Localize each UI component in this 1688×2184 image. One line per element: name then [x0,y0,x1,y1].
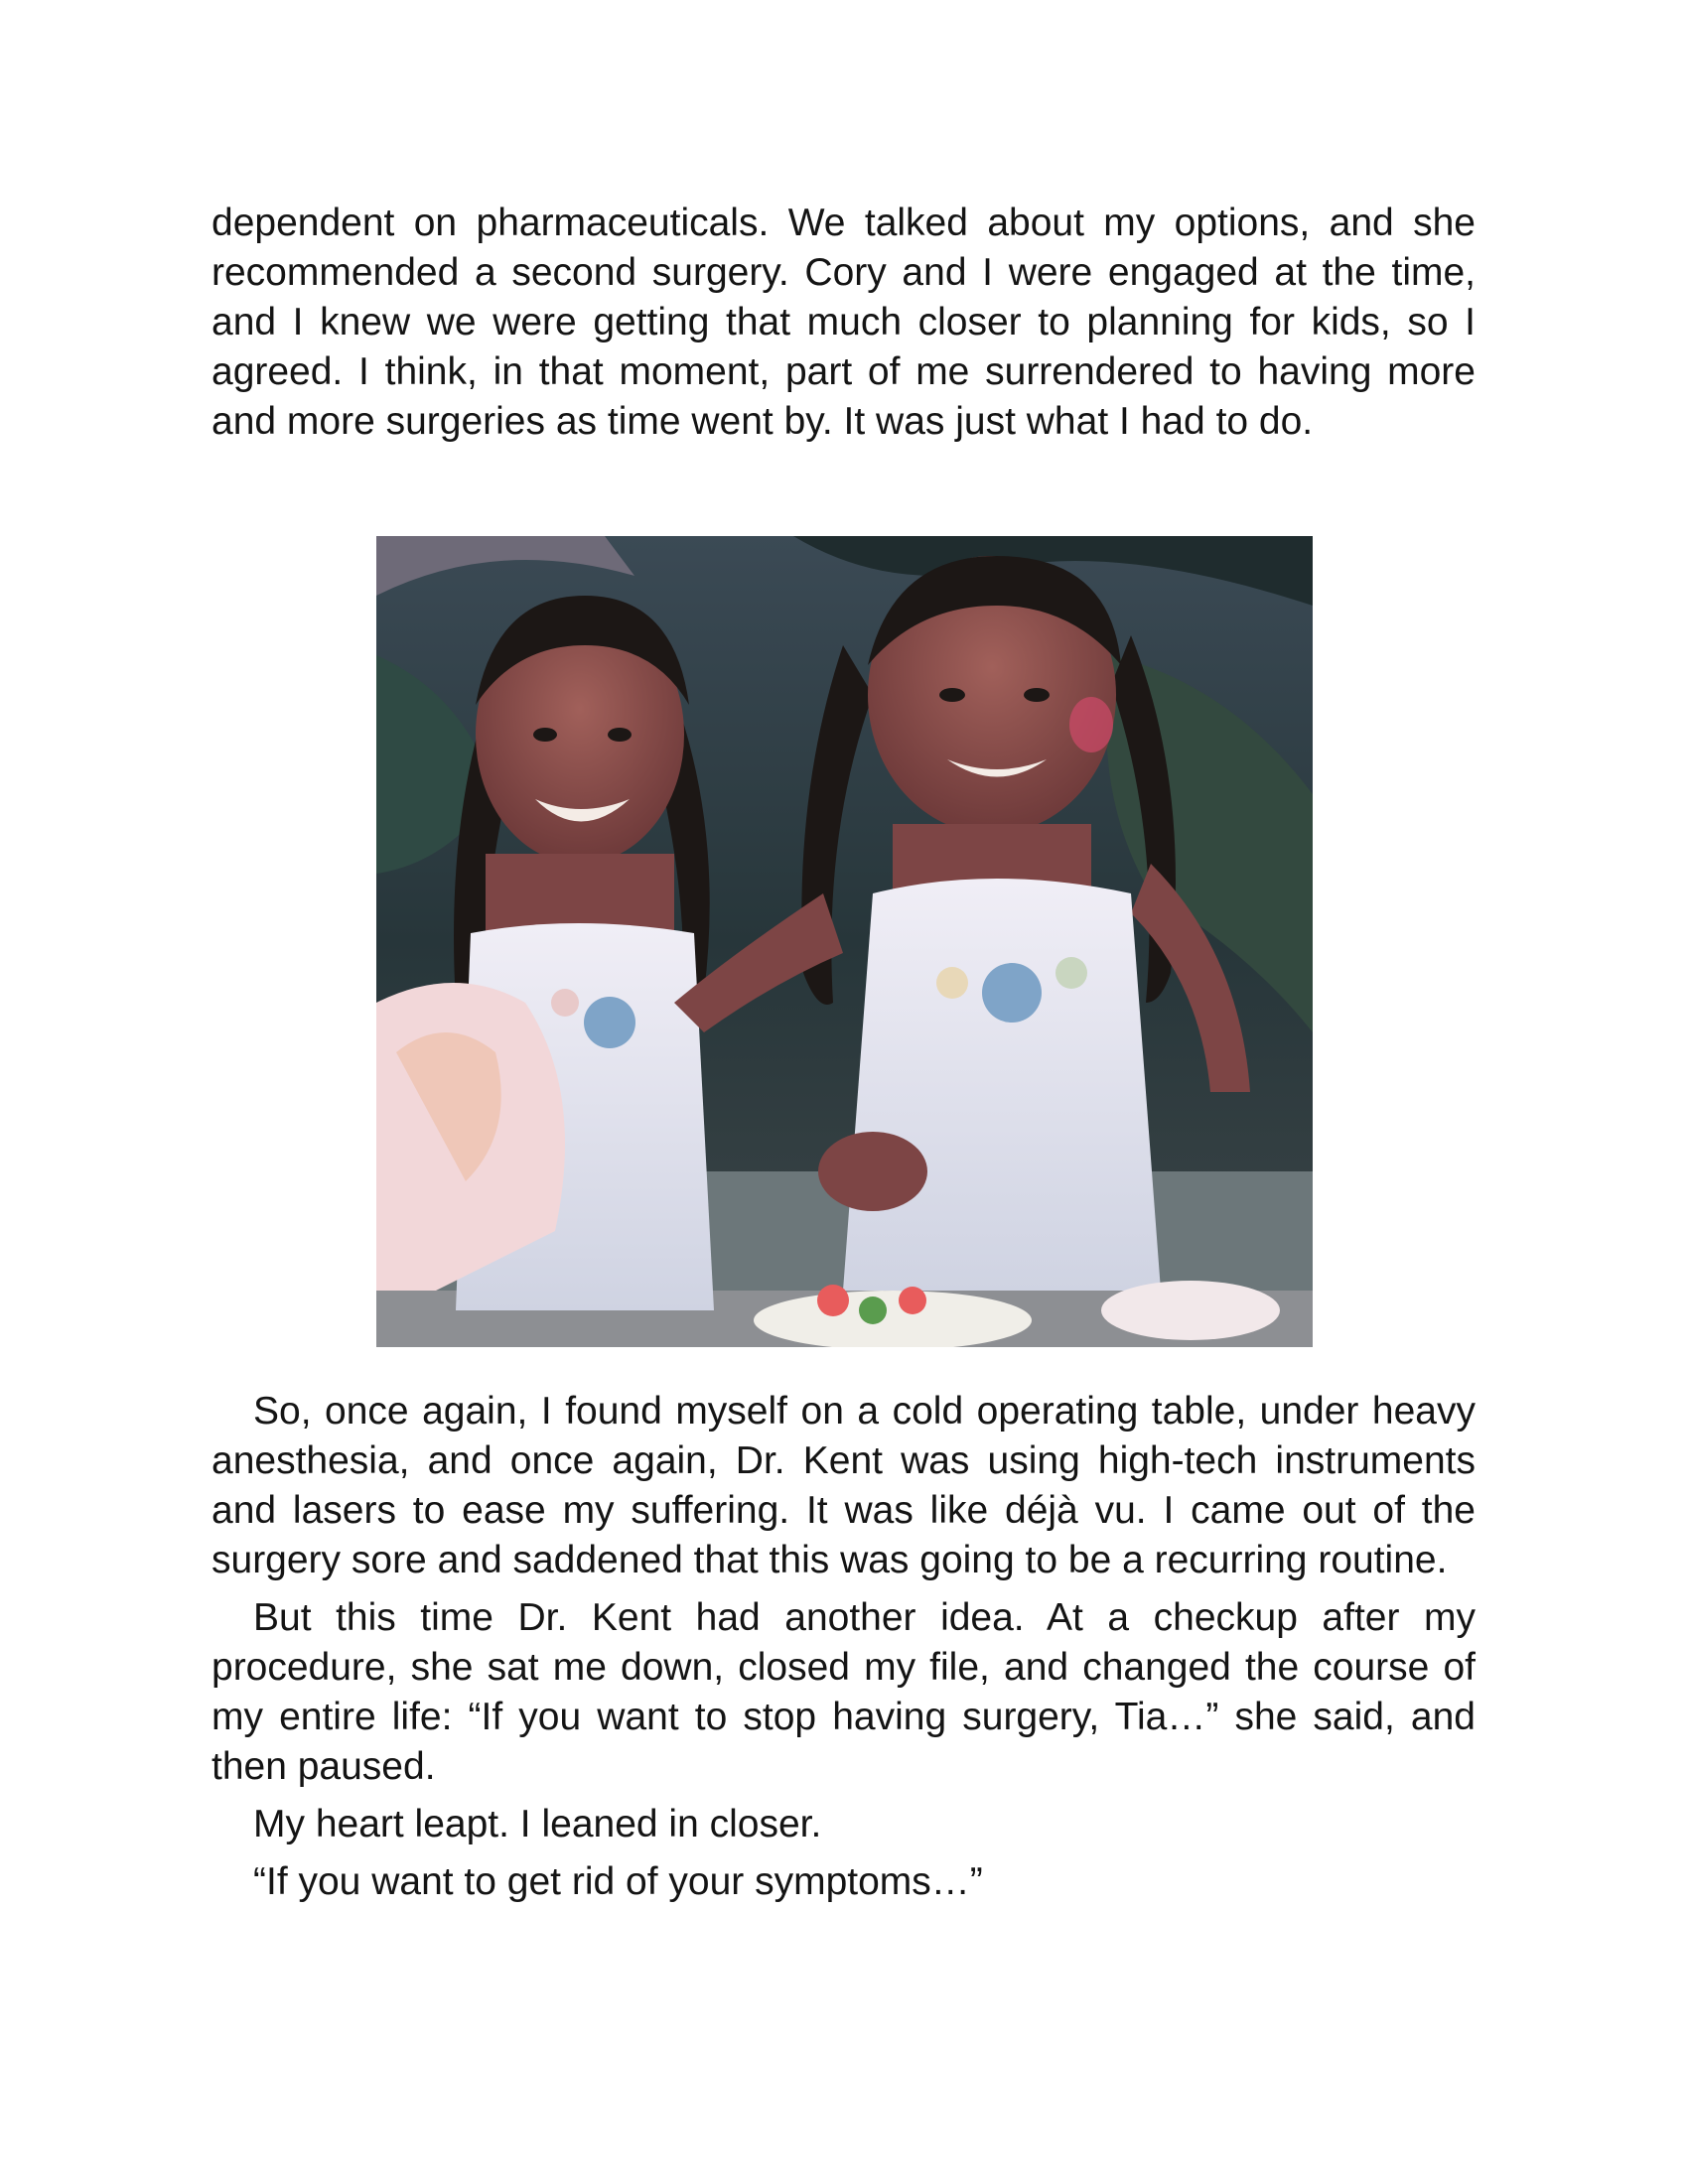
photo-two-girls [376,536,1313,1347]
paragraph: dependent on pharmaceuticals. We talked about my options, and she recommended a second surgery. Cory and I were engaged at the time, and I knew we were getting that much closer to planning for kids, so I agreed. I think, in that moment, part of me surrendered to having more and more surgeries as time went by. It was just what I had to do. [211,202,1476,443]
paragraph: But this time Dr. Kent had another idea. At a checkup after my procedure, she sat me down, closed my file, and changed the course of my entire life: “If you want to stop having surgery, Tia…” she said, and then paused. [211,1596,1476,1788]
paragraph: My heart leapt. I leaned in closer. [253,1803,822,1845]
text-block-top [211,199,1476,447]
text-block-bottom [211,1387,1476,1915]
paragraph: So, once again, I found myself on a cold operating table, under heavy anesthesia, and once again, Dr. Kent was using high-tech instruments and lasers to ease my suffering. It was like déjà vu. I came out of the surgery sore and saddened that this was going to be a recurring routine. [211,1390,1476,1581]
photo-of-two-girls-icon [376,536,1313,1347]
paragraph: “If you want to get rid of your symptoms…” [253,1860,983,1903]
